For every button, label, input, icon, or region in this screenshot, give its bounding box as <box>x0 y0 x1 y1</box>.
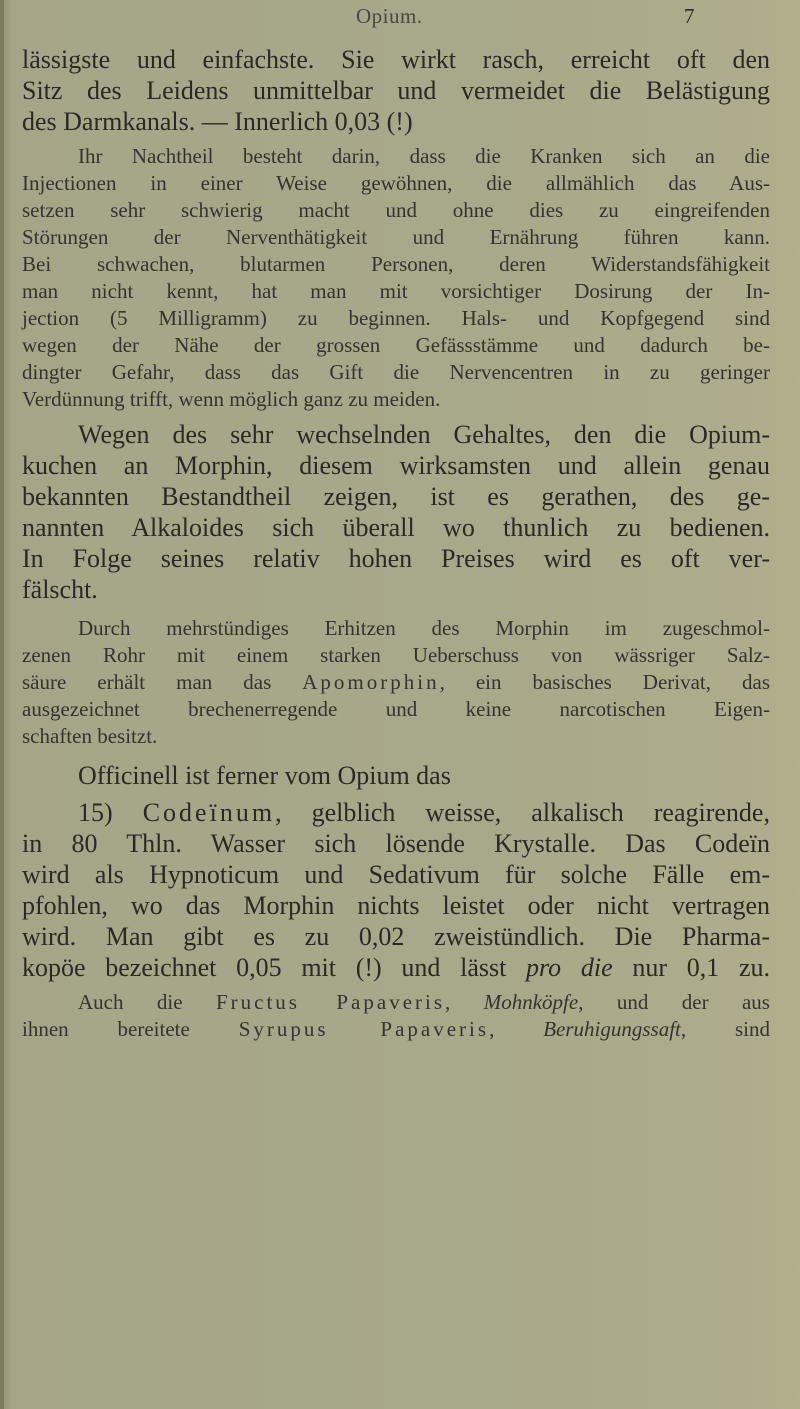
text-line: Bei schwachen, blutarmen Personen, deren Widerstandsfähigkeit <box>22 252 770 276</box>
text-line: Verdünnung trifft, wenn möglich ganz zu meiden. <box>22 387 441 411</box>
text-line: Durch mehrstündiges Erhitzen des Morphin im zugeschmol- <box>78 616 770 640</box>
paragraph-4 <box>22 615 770 750</box>
text-line: in 80 Thln. Wasser sich lösende Krystalle. Das Codeïn <box>22 829 770 858</box>
paragraph-3 <box>22 419 770 605</box>
italic-term: Mohnköpfe <box>483 990 579 1014</box>
text-line: fälscht. <box>22 575 98 604</box>
text-line: nannten Alkaloides sich überall wo thunlich zu bedienen. <box>22 513 770 542</box>
text-line: lässigste und einfachste. Sie wirkt rasch, erreicht oft den <box>22 45 770 74</box>
text-line: Störungen der Nerventhätigkeit und Ernährung führen kann. <box>22 225 770 249</box>
paragraph-2 <box>22 143 770 413</box>
text-line: Wegen des sehr wechselnden Gehaltes, den die Opium- <box>78 420 770 449</box>
text-line: wird als Hypnoticum und Sedativum für solche Fälle em- <box>22 860 770 889</box>
spaced-term: Syrupus Papaveris <box>238 1017 490 1041</box>
text-line: kuchen an Morphin, diesem wirksamsten und allein genau <box>22 451 770 480</box>
text-line: ausgezeichnet brechenerregende und keine narcotischen Eigen- <box>22 697 770 721</box>
text-line: dingter Gefahr, dass das Gift die Nervencentren in zu geringer <box>22 360 770 384</box>
text-line: Ihr Nachtheil besteht darin, dass die Kranken sich an die <box>78 144 770 168</box>
page-number: 7 <box>684 4 695 28</box>
paragraph-5 <box>22 760 770 791</box>
paragraph-6 <box>22 797 770 983</box>
text-line: wird. Man gibt es zu 0,02 zweistündlich. Die Pharma- <box>22 922 770 951</box>
running-title: Opium. <box>356 4 423 28</box>
text-line: zenen Rohr mit einem starken Ueberschuss von wässriger Salz- <box>22 643 770 667</box>
spaced-term: Fructus Papaveris <box>215 990 446 1014</box>
spaced-term: Codeïnum <box>142 798 276 827</box>
page-header <box>0 4 800 34</box>
text-line: pfohlen, wo das Morphin nichts leistet oder nicht vertragen <box>22 891 770 920</box>
text-line: Officinell ist ferner vom Opium das <box>78 761 451 790</box>
page-spine-edge <box>0 0 4 1409</box>
text-line: Injectionen in einer Weise gewöhnen, die allmählich das Aus- <box>22 171 770 195</box>
text-line: jection (5 Milligramm) zu beginnen. Hals- und Kopfgegend sind <box>22 306 770 330</box>
text-line: schaften besitzt. <box>22 724 158 748</box>
text-line: In Folge seines relativ hohen Preises wird es oft ver- <box>22 544 770 573</box>
text-line: bekannten Bestandtheil zeigen, ist es gerathen, des ge- <box>22 482 770 511</box>
italic-term: pro die <box>526 953 613 982</box>
text-line: setzen sehr schwierig macht und ohne dies zu eingreifenden <box>22 198 770 222</box>
text-line: man nicht kennt, hat man mit vorsichtiger Dosirung der In- <box>22 279 770 303</box>
italic-term: Beruhigungssaft <box>543 1017 681 1041</box>
paragraph-1 <box>22 44 770 137</box>
paragraph-7 <box>22 989 770 1043</box>
text-line-mixed: 15) Codeïnum, gelblich weisse, alkalisch reagirende, <box>78 798 770 827</box>
text-line-mixed: Auch die Fructus Papaveris, Mohnköpfe, und der aus <box>78 990 770 1014</box>
spaced-term: Apomorphin <box>302 670 440 694</box>
text-line-mixed: kopöe bezeichnet 0,05 mit (!) und lässt pro die nur 0,1 zu. <box>22 953 771 982</box>
text-line: Sitz des Leidens unmittelbar und vermeidet die Belästigung <box>22 76 770 105</box>
body-text <box>22 44 770 1043</box>
text-line-mixed: säure erhält man das Apomorphin, ein basisches Derivat, das <box>22 670 770 694</box>
text-line: wegen der Nähe der grossen Gefässstämme und dadurch be- <box>22 333 770 357</box>
text-line: des Darmkanals. — Innerlich 0,03 (!) <box>22 107 413 136</box>
text-line-mixed: ihnen bereitete Syrupus Papaveris, Beruhigungssaft, sind <box>22 1017 770 1041</box>
